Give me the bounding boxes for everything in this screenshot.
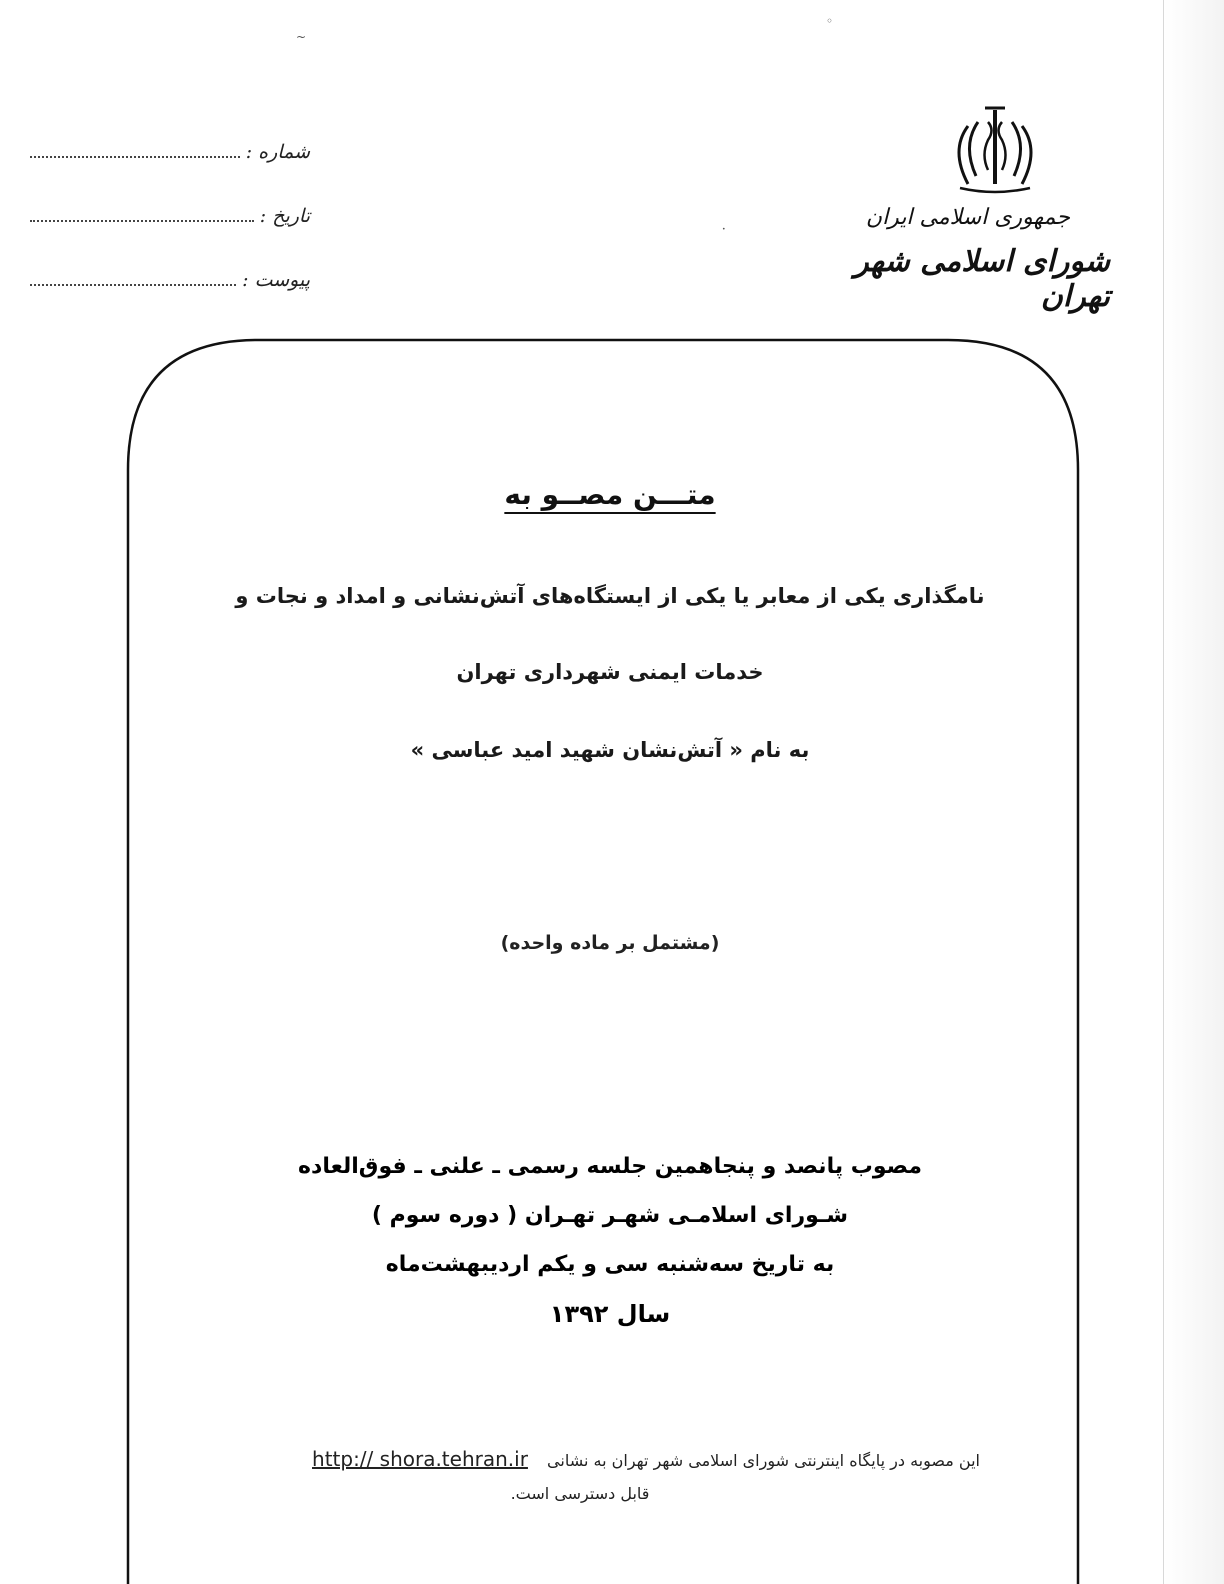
council-name: شورای اسلامی شهر تهران [854,244,1110,314]
scan-speck: • [722,226,726,233]
date-label: تاریخ : [259,205,310,227]
website-link[interactable]: http:// shora.tehran.ir [312,1447,528,1471]
footer-notice [190,1447,980,1471]
approval-line-3: به تاریخ سه‌شنبه سی و یکم اردیبهشت‌ماه [385,1252,835,1277]
approval-year: سال ۱۳۹۲ [549,1300,671,1328]
document-title: متـــن مصــو به [504,478,716,511]
attachment-label: پیوست : [242,269,310,291]
footer-text: این مصوبه در پایگاه اینترنتی شورای اسلامی شهر تهران به نشانی [547,1451,980,1470]
subject-line-2: خدمات ایمنی شهرداری تهران [456,660,764,684]
scan-speck: ◦ [826,14,834,28]
number-label: شماره : [245,141,310,163]
subject-line-3: به نام « آتش‌نشان شهید امید عباسی » [410,738,810,762]
footer-notice-end: قابل دسترسی است. [510,1484,650,1503]
includes-note: (مشتمل بر ماده واحده) [500,932,720,954]
subject-line-1: نامگذاری یکی از معابر یا یکی از ایستگاه‌های آتش‌نشانی و امداد و نجات و [235,584,985,608]
scan-speck: ~ [296,30,307,44]
republic-name: جمهوری اسلامی ایران [865,205,1070,230]
approval-line-1: مصوب پانصد و پنجاهمین جلسه رسمی ـ علنی ـ فوق‌العاده [298,1154,922,1179]
approval-line-2: شـورای اسلامـی شهـر تهـران ( دوره سوم ) [371,1203,849,1228]
